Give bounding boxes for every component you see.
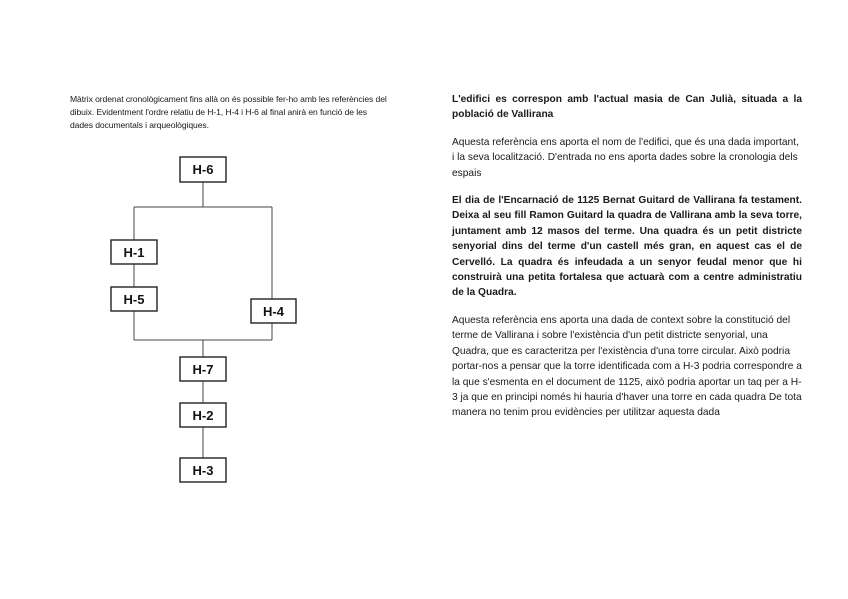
node-h3 (180, 458, 226, 482)
heading-paragraph: L'edifici es correspon amb l'actual masia de Can Julià, situada a la població de Vallirana (452, 94, 802, 121)
node-h2-label: H-2 (192, 408, 214, 423)
commentary-column (452, 92, 802, 433)
node-h7 (180, 357, 226, 381)
paragraph-2: El dia de l'Encarnació de 1125 Bernat Guitard de Vallirana fa testament. Deixa al seu fill Ramon Guitard la quadra de Vallirana amb la seva torre, juntament amb 12 masos del terme. Una quadra és un petit districte senyorial dins del terme d'un castell més gran, en aquest cas el de Cervelló. La quadra és infeudada a un senyor feudal menor que hi construirà una petita fortalesa que actuarà com a centre administratiu de la Quadra. (452, 195, 802, 299)
node-h6-label: H-6 (192, 162, 214, 177)
node-h1-label: H-1 (123, 245, 145, 260)
node-h1 (111, 240, 157, 264)
node-h5-label: H-5 (123, 292, 145, 307)
node-h2 (180, 403, 226, 427)
node-h6 (180, 157, 226, 182)
node-h5 (111, 287, 157, 311)
node-h3-label: H-3 (192, 463, 214, 478)
matrix-caption: Màtrix ordenat cronològicament fins allà on és possible fer-ho amb les referències del dibuix. Evidentment l'ordre relatiu de H-1, H-4 i H-6 al final anirà en funció de les dades documentals i arqueològiques. (70, 94, 387, 130)
paragraph-1: Aquesta referència ens aporta el nom de l'edifici, que és una dada important, i la seva localització. D'entrada no ens aporta dades sobre la cronologia dels espais (452, 136, 799, 179)
paragraph-3: Aquesta referència ens aporta una dada de context sobre la constitució del terme de Vallirana i sobre l'existència d'un petit districte senyorial, una Quadra, que es caracteritza per l'existència d'una torre circular. Això podria portar-nos a pensar que la torre identificada com a H-3 podria correspondre a la que s'esmenta en el document de 1125, això podria aportar un taq per a H-3 ja que en principi només hi hauria d'haver una torre en cada quadra De tota manera no tenim prou evidències per utilitzar aquesta dada (452, 314, 802, 419)
node-h4 (251, 299, 296, 323)
node-h4-label: H-4 (263, 304, 284, 319)
node-h7-label: H-7 (192, 362, 214, 377)
